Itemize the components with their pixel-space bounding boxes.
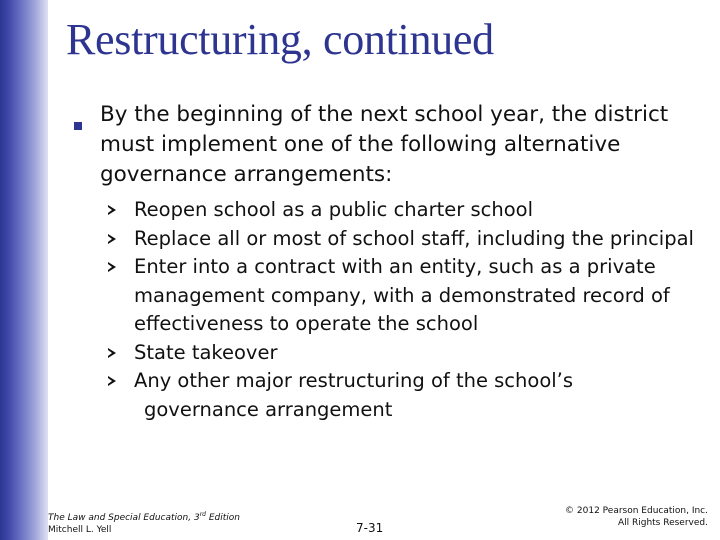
sub-bullet-text: Reopen school as a public charter school [134,198,533,221]
sub-bullet-text-continued: governance arrangement [144,397,393,421]
footer-book-line [48,509,240,524]
arrow-bullet-icon [108,348,116,358]
square-bullet-icon [74,122,82,130]
footer-author: Mitchell L. Yell [48,525,112,535]
sub-bullet-item [108,339,708,368]
slide-title: Restructuring, continued [66,15,494,64]
arrow-bullet-icon [108,376,116,386]
sub-bullet-text: Any other major restructuring of the school’s [134,369,574,392]
arrow-bullet-icon [108,262,116,272]
sub-bullet-item [108,367,708,424]
sub-bullet-text: Enter into a contract with an entity, such as a private management company, with a demonstrated record of effectiveness to operate the school [134,255,670,335]
footer-edition-sup: rd [199,511,206,518]
rights-line: All Rights Reserved. [617,518,708,528]
sub-bullet-item [108,196,708,225]
sub-bullet-text: Replace all or most of school staff, including the principal [134,226,694,250]
sub-bullet-item [108,225,708,254]
sub-bullet-list [108,196,708,424]
arrow-bullet-icon [108,234,116,244]
sidebar-gradient-bar [0,0,48,540]
sub-bullet-text: State takeover [134,340,278,364]
arrow-bullet-icon [108,205,116,215]
page-number: 7-31 [356,521,384,535]
footer-book-title: The Law and Special Education, 3 [48,513,200,523]
footer-book-info [48,509,240,536]
footer-edition-word: Edition [205,513,240,523]
copyright-line: © 2012 Pearson Education, Inc. [565,506,708,516]
main-bullet-text: By the beginning of the next school year, the district must implement one of the following alternative governance arrangements: [100,102,669,187]
sub-bullet-item [108,253,708,339]
footer-copyright [565,505,708,529]
